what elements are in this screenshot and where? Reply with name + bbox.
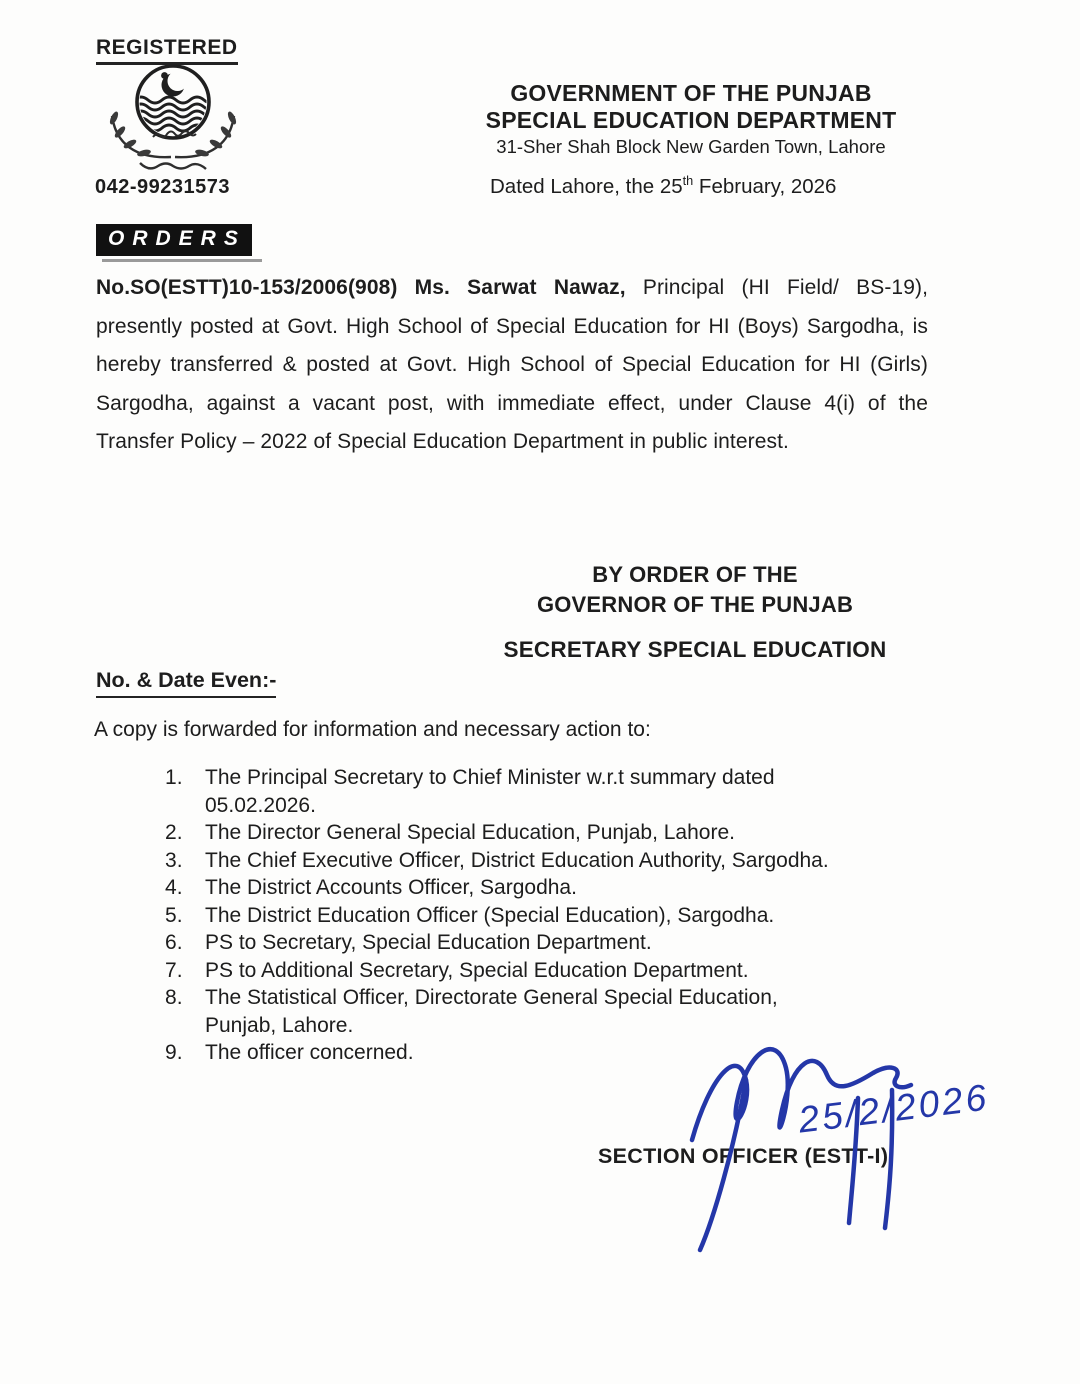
registered-stamp: REGISTERED	[96, 36, 238, 65]
list-item-text: The officer concerned.	[205, 1041, 414, 1064]
authority-block	[450, 560, 940, 663]
handwritten-date: 25/2/2026	[796, 1076, 992, 1141]
letterhead	[478, 80, 904, 199]
list-item	[163, 929, 903, 957]
date-text-rest: February, 2026	[693, 175, 837, 198]
list-item	[163, 847, 903, 875]
secretary-title: SECRETARY SPECIAL EDUCATION	[503, 637, 887, 662]
letterhead-department-line: SPECIAL EDUCATION DEPARTMENT	[485, 107, 897, 133]
list-item	[163, 819, 903, 847]
list-item	[163, 874, 903, 902]
forwarding-line: A copy is forwarded for information and necessary action to:	[94, 718, 651, 741]
list-item	[163, 984, 903, 1039]
list-item-text-line2: Punjab, Lahore.	[205, 1013, 354, 1037]
distribution-list	[163, 764, 903, 1067]
list-item-text: PS to Secretary, Special Education Department.	[205, 931, 652, 954]
list-item-text: The Director General Special Education, Punjab, Lahore.	[205, 821, 735, 844]
order-body-text: Principal (HI Field/ BS-19), presently posted at Govt. High School of Special Education for HI (Boys) Sargodha, is hereby transferred & posted at Govt. High School of Special Education for HI (Girls) Sargodha, against a vacant post, with immediate effect, under Clause 4(i) of the Transfer Policy – 2022 of Special Education Department in public interest.	[96, 276, 929, 453]
by-order-line-1: BY ORDER OF THE	[592, 562, 798, 587]
list-item-text-line2: 05.02.2026.	[205, 793, 316, 817]
letterhead-government-line: GOVERNMENT OF THE PUNJAB	[510, 80, 872, 106]
list-item	[163, 764, 903, 819]
list-item-text: The Principal Secretary to Chief Minister w.r.t summary dated	[205, 766, 775, 789]
date-ordinal-suffix: th	[682, 173, 694, 189]
list-item-text: The District Accounts Officer, Sargodha.	[205, 876, 577, 899]
order-reference-number: No.SO(ESTT)10-153/2006(908) Ms. Sarwat Nawaz,	[96, 276, 626, 299]
list-item	[163, 902, 903, 930]
letterhead-address: 31-Sher Shah Block New Garden Town, Lahore	[496, 136, 886, 157]
date-text: Dated Lahore, the 25	[490, 175, 683, 198]
section-officer-title: SECTION OFFICER (ESTT-I)	[598, 1144, 889, 1168]
list-item	[163, 957, 903, 985]
list-item-text: The Chief Executive Officer, District Education Authority, Sargodha.	[205, 848, 829, 872]
no-date-even-label: No. & Date Even:-	[96, 668, 276, 698]
list-item-text: PS to Additional Secretary, Special Education Department.	[205, 958, 749, 982]
order-paragraph	[96, 269, 928, 462]
list-item-text: The Statistical Officer, Directorate General Special Education,	[205, 986, 778, 1009]
letterhead-date	[478, 175, 904, 199]
orders-heading: ORDERS	[96, 224, 252, 256]
list-item-text: The District Education Officer (Special Education), Sargodha.	[205, 903, 775, 927]
list-item	[163, 1039, 903, 1067]
punjab-emblem-icon	[98, 60, 248, 177]
phone-number: 042-99231573	[95, 176, 231, 198]
by-order-line-2: GOVERNOR OF THE PUNJAB	[536, 592, 854, 617]
